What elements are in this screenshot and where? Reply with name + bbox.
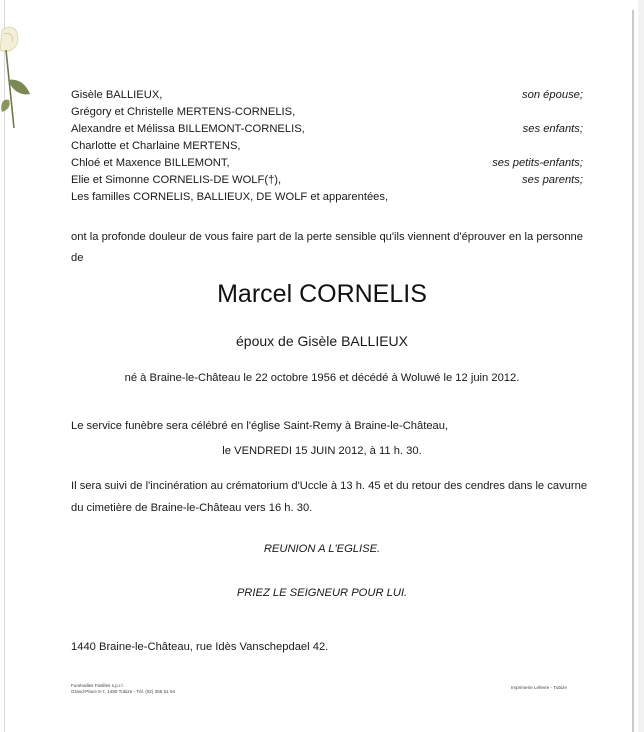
service-location: Le service funèbre sera célébré en l'église Saint-Remy à Braine-le-Château, <box>71 420 449 432</box>
family-names: Elie et Simonne CORNELIS-DE WOLF(†), <box>71 174 282 186</box>
family-address: 1440 Braine-le-Château, rue Idès Vanschepdael 42. <box>71 641 329 653</box>
family-names: Les familles CORNELIS, BALLIEUX, DE WOLF et apparentées, <box>71 191 389 203</box>
spouse-line: époux de Gisèle BALLIEUX <box>236 333 408 349</box>
funeral-home-name: Funérailles Fasilles s.p.r.l. <box>71 683 124 688</box>
cremation-details: Il sera suivi de l'incinération au crématorium d'Uccle à 13 h. 45 et du retour des cendres dans le cavurne du cimetière de Braine-le-Château vers 16 h. 30. <box>71 480 588 514</box>
family-names: Alexandre et Mélissa BILLEMONT-CORNELIS, <box>71 123 305 135</box>
scan-edge-right <box>632 10 634 732</box>
family-names: Charlotte et Charlaine MERTENS, <box>71 140 241 152</box>
funeral-home-address: Grand-Place 6-7, 1480 Tubize - Tél. (02) 355 51 94 <box>71 689 176 694</box>
announcement-intro: ont la profonde douleur de vous faire part de la perte sensible qu'ils viennent d'éprouver en la personne de <box>71 231 583 264</box>
family-row <box>71 172 583 189</box>
printer-credit: Imprimerie Lefevre - Tubize <box>511 685 567 690</box>
family-row <box>71 87 583 104</box>
reunion-note: REUNION A L'EGLISE. <box>263 543 381 555</box>
family-relation: son épouse; <box>522 89 583 101</box>
family-list <box>71 87 583 206</box>
family-row <box>71 121 583 138</box>
family-names: Grégory et Christelle MERTENS-CORNELIS, <box>71 106 296 118</box>
family-row <box>71 104 583 121</box>
scan-margin-right <box>638 0 644 732</box>
service-date: le VENDREDI 15 JUIN 2012, à 11 h. 30. <box>222 445 422 457</box>
family-relation: ses parents; <box>522 174 583 186</box>
family-names: Chloé et Maxence BILLEMONT, <box>71 157 230 169</box>
family-row <box>71 189 583 206</box>
family-relation: ses petits-enfants; <box>492 157 583 169</box>
prayer-line: PRIEZ LE SEIGNEUR POUR LUI. <box>236 587 408 599</box>
family-row <box>71 155 583 172</box>
funeral-home-info <box>71 683 175 695</box>
rose-icon <box>0 20 40 130</box>
deceased-name: Marcel CORNELIS <box>217 280 427 308</box>
family-row <box>71 138 583 155</box>
birth-death-line: né à Braine-le-Château le 22 octobre 1956 et décédé à Woluwé le 12 juin 2012. <box>124 372 520 384</box>
family-relation: ses enfants; <box>522 123 583 135</box>
family-names: Gisèle BALLIEUX, <box>71 89 163 101</box>
